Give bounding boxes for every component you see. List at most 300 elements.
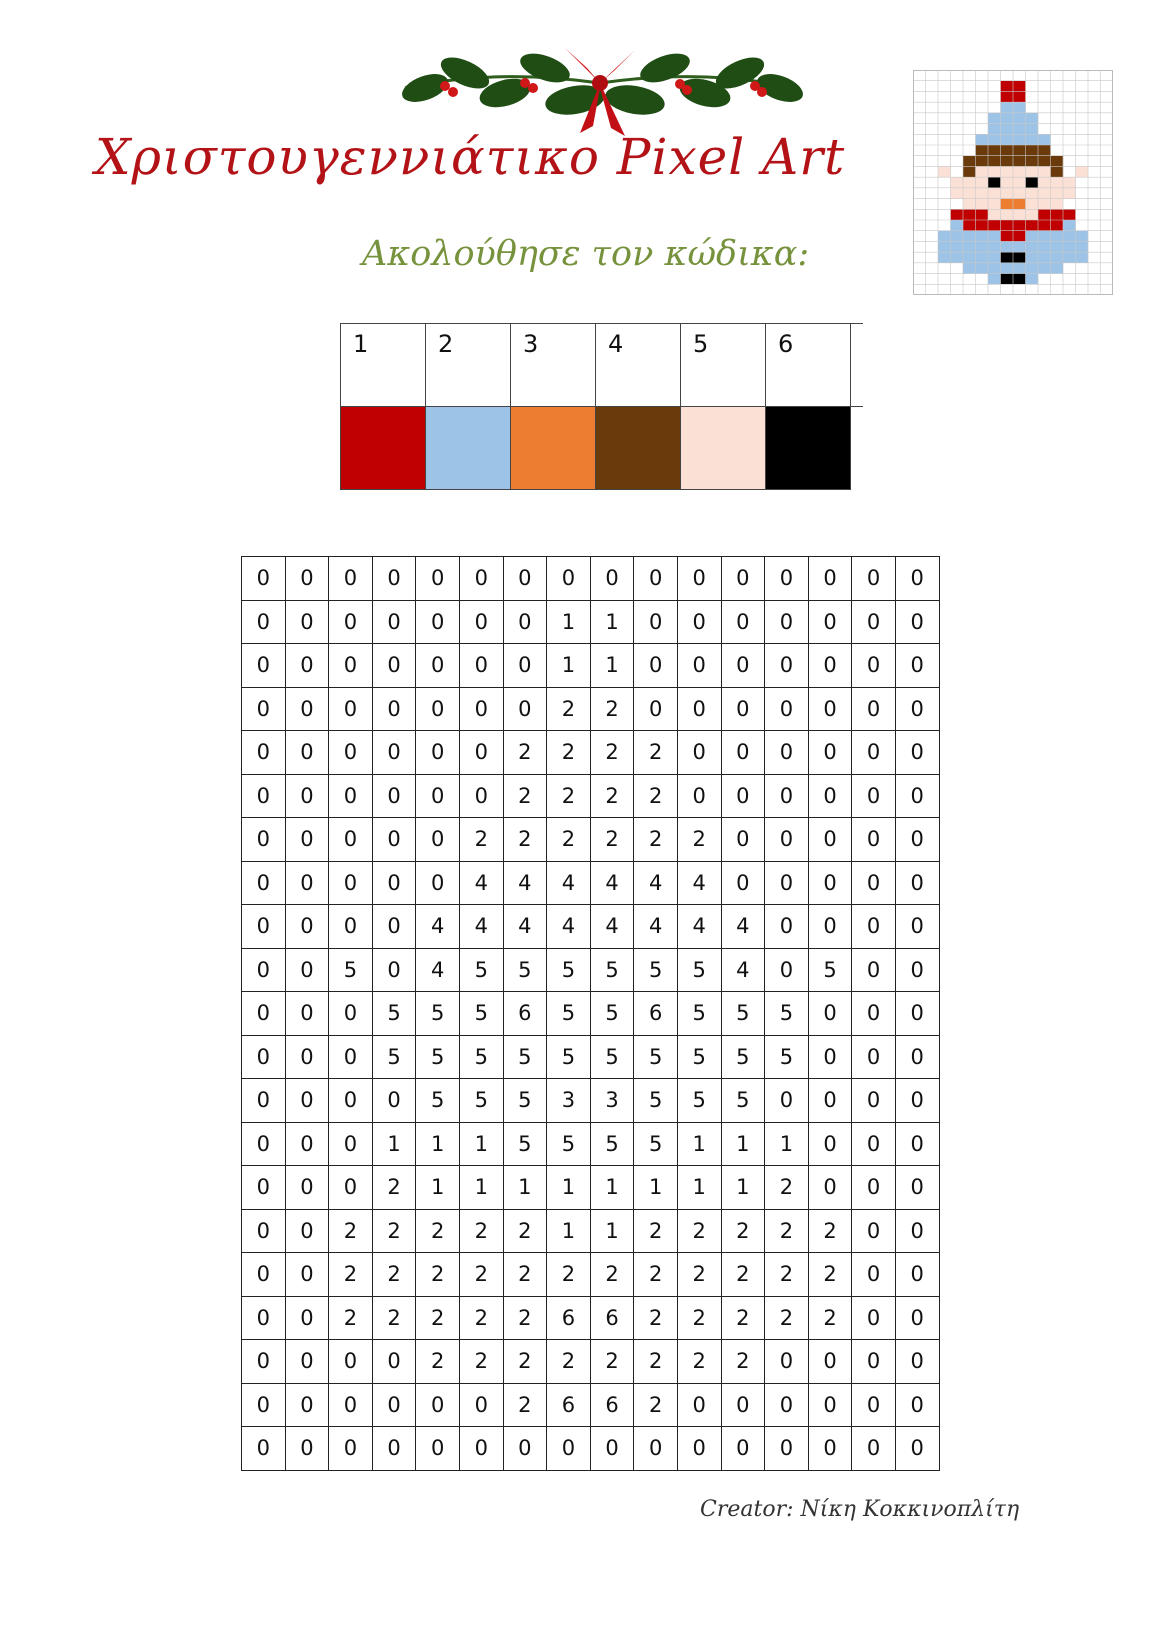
preview-pixel: [938, 231, 951, 242]
grid-cell: 4: [634, 861, 678, 905]
grid-cell: 5: [634, 1122, 678, 1166]
preview-pixel: [1013, 220, 1026, 231]
preview-pixel: [1001, 274, 1014, 285]
grid-cell: 0: [416, 687, 460, 731]
grid-cell: 0: [721, 774, 765, 818]
preview-pixel: [1038, 231, 1051, 242]
grid-cell: 1: [721, 1122, 765, 1166]
grid-cell: 2: [416, 1253, 460, 1297]
grid-cell: 0: [852, 731, 896, 775]
preview-pixel: [988, 134, 1001, 145]
preview-pixel: [938, 252, 951, 263]
preview-pixel: [1013, 145, 1026, 156]
preview-pixel: [1001, 188, 1014, 199]
grid-cell: 2: [634, 1209, 678, 1253]
preview-pixel: [1063, 188, 1076, 199]
grid-cell: 1: [503, 1166, 547, 1210]
preview-pixel: [1051, 252, 1064, 263]
grid-cell: 2: [808, 1296, 852, 1340]
preview-pixel: [963, 209, 976, 220]
grid-cell: 0: [852, 1035, 896, 1079]
grid-cell: 0: [503, 644, 547, 688]
grid-cell: 2: [547, 818, 591, 862]
grid-row: [242, 600, 940, 644]
grid-cell: 2: [634, 1383, 678, 1427]
grid-cell: 4: [590, 905, 634, 949]
grid-cell: 0: [242, 861, 286, 905]
legend-tail: [851, 407, 864, 490]
grid-cell: 0: [285, 1340, 329, 1384]
preview-pixel: [988, 274, 1001, 285]
grid-cell: 0: [895, 644, 939, 688]
preview-pixel: [1051, 156, 1064, 167]
grid-cell: 4: [416, 948, 460, 992]
grid-cell: 0: [852, 557, 896, 601]
grid-cell: 2: [590, 1340, 634, 1384]
grid-row: [242, 818, 940, 862]
grid-cell: 5: [590, 948, 634, 992]
grid-cell: 6: [547, 1296, 591, 1340]
page-subtitle: Ακολούθησε τον κώδικα:: [362, 234, 810, 274]
grid-cell: 0: [765, 818, 809, 862]
grid-cell: 2: [590, 687, 634, 731]
grid-cell: 2: [765, 1166, 809, 1210]
grid-cell: 0: [590, 557, 634, 601]
grid-cell: 0: [372, 1340, 416, 1384]
grid-cell: 0: [547, 1427, 591, 1471]
grid-cell: 5: [547, 992, 591, 1036]
grid-cell: 1: [765, 1122, 809, 1166]
grid-cell: 0: [372, 905, 416, 949]
grid-cell: 0: [677, 600, 721, 644]
grid-cell: 0: [372, 818, 416, 862]
preview-pixel: [1001, 231, 1014, 242]
grid-cell: 2: [503, 1253, 547, 1297]
grid-cell: 2: [459, 1209, 503, 1253]
grid-cell: 0: [634, 600, 678, 644]
grid-cell: 4: [503, 905, 547, 949]
grid-cell: 0: [677, 1383, 721, 1427]
preview-pixel: [976, 263, 989, 274]
legend-swatch: [766, 407, 851, 490]
grid-row: [242, 905, 940, 949]
grid-cell: 0: [721, 861, 765, 905]
grid-cell: 0: [459, 1427, 503, 1471]
grid-cell: 2: [547, 1340, 591, 1384]
grid-cell: 4: [634, 905, 678, 949]
grid-cell: 0: [242, 1079, 286, 1123]
grid-cell: 0: [242, 818, 286, 862]
grid-row: [242, 731, 940, 775]
grid-cell: 2: [503, 774, 547, 818]
grid-cell: 5: [808, 948, 852, 992]
grid-cell: 0: [765, 731, 809, 775]
grid-cell: 0: [329, 1166, 373, 1210]
preview-pixel: [963, 231, 976, 242]
grid-cell: 0: [852, 905, 896, 949]
preview-pixel: [951, 252, 964, 263]
preview-pixel: [1026, 124, 1039, 135]
grid-cell: 0: [285, 1383, 329, 1427]
preview-pixel: [976, 188, 989, 199]
grid-cell: 0: [808, 557, 852, 601]
creator-credit: Creator: Νίκη Κοκκινοπλίτη: [700, 1497, 1020, 1522]
grid-cell: 0: [808, 1427, 852, 1471]
preview-pixel: [951, 231, 964, 242]
grid-cell: 0: [329, 861, 373, 905]
grid-cell: 1: [590, 1209, 634, 1253]
grid-cell: 0: [895, 1427, 939, 1471]
grid-cell: 0: [329, 992, 373, 1036]
grid-cell: 2: [721, 1253, 765, 1297]
grid-cell: 0: [808, 818, 852, 862]
grid-cell: 0: [459, 1383, 503, 1427]
grid-cell: 0: [852, 861, 896, 905]
grid-cell: 2: [459, 1340, 503, 1384]
grid-cell: 0: [677, 731, 721, 775]
preview-pixel: [1051, 263, 1064, 274]
grid-cell: 0: [852, 1296, 896, 1340]
grid-cell: 5: [503, 1035, 547, 1079]
preview-pixel: [1013, 274, 1026, 285]
preview-pixel: [1001, 199, 1014, 210]
grid-cell: 6: [590, 1383, 634, 1427]
grid-cell: 5: [590, 1122, 634, 1166]
preview-pixel: [1013, 113, 1026, 124]
grid-cell: 0: [459, 600, 503, 644]
preview-pixel: [1001, 102, 1014, 113]
grid-cell: 2: [765, 1296, 809, 1340]
preview-pixel: [1013, 156, 1026, 167]
grid-cell: 0: [242, 1166, 286, 1210]
grid-cell: 0: [416, 861, 460, 905]
grid-cell: 0: [895, 731, 939, 775]
grid-cell: 1: [416, 1166, 460, 1210]
grid-row: [242, 687, 940, 731]
grid-cell: 1: [721, 1166, 765, 1210]
grid-cell: 5: [721, 992, 765, 1036]
grid-cell: 0: [765, 948, 809, 992]
grid-cell: 0: [372, 557, 416, 601]
grid-cell: 0: [285, 774, 329, 818]
grid-cell: 4: [677, 905, 721, 949]
preview-pixel: [1051, 241, 1064, 252]
preview-pixel: [988, 241, 1001, 252]
grid-cell: 0: [372, 731, 416, 775]
grid-cell: 0: [852, 644, 896, 688]
preview-pixel: [1038, 241, 1051, 252]
preview-pixel: [988, 188, 1001, 199]
grid-cell: 0: [852, 1253, 896, 1297]
grid-cell: 0: [852, 1079, 896, 1123]
preview-pixel: [988, 156, 1001, 167]
grid-cell: 0: [416, 1427, 460, 1471]
grid-cell: 0: [721, 818, 765, 862]
legend-swatch: [341, 407, 426, 490]
grid-row: [242, 1427, 940, 1471]
preview-pixel: [1051, 231, 1064, 242]
grid-cell: 0: [895, 1383, 939, 1427]
preview-pixel: [1076, 241, 1089, 252]
preview-pixel: [988, 263, 1001, 274]
preview-pixel: [963, 156, 976, 167]
grid-cell: 0: [372, 774, 416, 818]
preview-pixel: [1013, 188, 1026, 199]
grid-cell: 0: [895, 1253, 939, 1297]
grid-cell: 2: [590, 731, 634, 775]
preview-pixel: [976, 156, 989, 167]
pixel-code-grid: [241, 556, 940, 1471]
grid-cell: 2: [503, 1383, 547, 1427]
preview-pixel: [951, 177, 964, 188]
grid-cell: 0: [852, 818, 896, 862]
grid-cell: 4: [503, 861, 547, 905]
preview-pixel: [1013, 231, 1026, 242]
color-legend: [340, 323, 863, 490]
grid-cell: 0: [895, 1296, 939, 1340]
grid-cell: 2: [677, 1253, 721, 1297]
preview-pixel: [1038, 177, 1051, 188]
grid-cell: 0: [677, 644, 721, 688]
grid-cell: 5: [634, 1079, 678, 1123]
preview-pixel: [976, 241, 989, 252]
grid-row: [242, 1253, 940, 1297]
grid-cell: 5: [721, 1079, 765, 1123]
preview-pixel: [988, 113, 1001, 124]
grid-cell: 0: [634, 557, 678, 601]
grid-cell: 2: [634, 774, 678, 818]
preview-pixel: [1051, 199, 1064, 210]
grid-cell: 0: [329, 687, 373, 731]
preview-pixel: [1013, 166, 1026, 177]
grid-cell: 1: [459, 1122, 503, 1166]
grid-cell: 5: [677, 1035, 721, 1079]
grid-cell: 0: [503, 557, 547, 601]
preview-pixel: [963, 188, 976, 199]
preview-pixel: [1001, 156, 1014, 167]
grid-cell: 0: [242, 948, 286, 992]
grid-cell: 2: [547, 687, 591, 731]
legend-swatch: [681, 407, 766, 490]
grid-row: [242, 1296, 940, 1340]
grid-cell: 0: [765, 1079, 809, 1123]
holly-garland-image: [395, 28, 805, 140]
grid-cell: 0: [329, 905, 373, 949]
grid-cell: 5: [416, 1035, 460, 1079]
preview-pixel: [1013, 177, 1026, 188]
grid-cell: 0: [808, 992, 852, 1036]
grid-cell: 0: [852, 1122, 896, 1166]
preview-pixel: [1051, 209, 1064, 220]
preview-pixel: [1001, 209, 1014, 220]
page-title: Χριστουγεννιάτικο Pixel Art: [95, 128, 846, 186]
preview-pixel: [988, 220, 1001, 231]
preview-pixel: [1001, 134, 1014, 145]
grid-cell: 0: [372, 644, 416, 688]
grid-cell: 5: [677, 992, 721, 1036]
grid-row: [242, 1340, 940, 1384]
grid-cell: 5: [590, 992, 634, 1036]
grid-cell: 4: [547, 905, 591, 949]
preview-pixel: [963, 252, 976, 263]
grid-cell: 0: [895, 557, 939, 601]
grid-cell: 2: [372, 1166, 416, 1210]
grid-cell: 0: [852, 1166, 896, 1210]
grid-cell: 0: [416, 1383, 460, 1427]
grid-cell: 2: [547, 731, 591, 775]
preview-pixel: [1001, 91, 1014, 102]
preview-pixel: [988, 252, 1001, 263]
grid-cell: 2: [503, 731, 547, 775]
grid-cell: 0: [285, 1166, 329, 1210]
grid-cell: 0: [242, 1035, 286, 1079]
grid-cell: 1: [677, 1122, 721, 1166]
grid-cell: 0: [765, 1383, 809, 1427]
preview-pixel: [951, 220, 964, 231]
preview-pixel: [1001, 252, 1014, 263]
grid-cell: 5: [765, 1035, 809, 1079]
grid-cell: 0: [677, 557, 721, 601]
grid-cell: 0: [372, 600, 416, 644]
grid-cell: 0: [503, 1427, 547, 1471]
grid-cell: 2: [721, 1296, 765, 1340]
preview-pixel: [1001, 177, 1014, 188]
grid-cell: 0: [808, 731, 852, 775]
grid-row: [242, 1122, 940, 1166]
preview-pixel: [1013, 102, 1026, 113]
grid-cell: 0: [852, 992, 896, 1036]
grid-cell: 1: [416, 1122, 460, 1166]
preview-pixel: [1026, 166, 1039, 177]
grid-cell: 0: [721, 1427, 765, 1471]
grid-cell: 0: [765, 600, 809, 644]
grid-cell: 1: [547, 600, 591, 644]
preview-pixel: [963, 220, 976, 231]
grid-cell: 2: [677, 1296, 721, 1340]
grid-cell: 2: [808, 1253, 852, 1297]
grid-cell: 5: [503, 1079, 547, 1123]
preview-pixel: [1013, 209, 1026, 220]
grid-cell: 0: [808, 1079, 852, 1123]
preview-pixel: [1038, 209, 1051, 220]
grid-cell: 0: [852, 600, 896, 644]
preview-pixel: [1013, 241, 1026, 252]
grid-cell: 0: [721, 731, 765, 775]
preview-pixel: [1026, 263, 1039, 274]
preview-pixel: [976, 252, 989, 263]
grid-cell: 0: [242, 1427, 286, 1471]
grid-cell: 5: [459, 948, 503, 992]
grid-cell: 0: [242, 1253, 286, 1297]
grid-cell: 2: [590, 774, 634, 818]
grid-cell: 2: [765, 1253, 809, 1297]
grid-cell: 0: [242, 905, 286, 949]
preview-pixel: [1001, 113, 1014, 124]
grid-cell: 0: [808, 905, 852, 949]
grid-cell: 0: [329, 1035, 373, 1079]
grid-row: [242, 1035, 940, 1079]
grid-cell: 2: [547, 1253, 591, 1297]
preview-pixel: [1026, 134, 1039, 145]
grid-cell: 2: [503, 1209, 547, 1253]
grid-cell: 1: [547, 1209, 591, 1253]
preview-pixel: [976, 231, 989, 242]
preview-pixel: [1063, 241, 1076, 252]
grid-cell: 2: [547, 774, 591, 818]
grid-cell: 0: [416, 644, 460, 688]
preview-pixel: [963, 263, 976, 274]
grid-cell: 2: [459, 1253, 503, 1297]
grid-cell: 0: [765, 1340, 809, 1384]
grid-cell: 2: [372, 1253, 416, 1297]
grid-cell: 0: [765, 1427, 809, 1471]
preview-pixel: [976, 145, 989, 156]
grid-cell: 4: [677, 861, 721, 905]
grid-cell: 0: [721, 687, 765, 731]
preview-pixel: [1076, 166, 1089, 177]
preview-pixel: [1063, 252, 1076, 263]
grid-cell: 2: [677, 1209, 721, 1253]
preview-pixel: [1026, 199, 1039, 210]
grid-cell: 0: [852, 687, 896, 731]
grid-cell: 0: [721, 600, 765, 644]
grid-cell: 0: [285, 731, 329, 775]
preview-pixel: [1013, 252, 1026, 263]
preview-pixel: [1026, 220, 1039, 231]
grid-cell: 4: [459, 905, 503, 949]
legend-number: 1: [341, 324, 426, 407]
grid-cell: 0: [285, 687, 329, 731]
grid-cell: 0: [416, 818, 460, 862]
preview-pixel: [1001, 220, 1014, 231]
grid-cell: 0: [372, 861, 416, 905]
grid-cell: 0: [285, 600, 329, 644]
grid-cell: 1: [547, 1166, 591, 1210]
grid-cell: 5: [765, 992, 809, 1036]
grid-cell: 2: [721, 1340, 765, 1384]
grid-row: [242, 774, 940, 818]
preview-pixel: [1001, 166, 1014, 177]
preview-pixel: [1026, 145, 1039, 156]
grid-cell: 5: [547, 1035, 591, 1079]
grid-cell: 5: [590, 1035, 634, 1079]
grid-cell: 0: [765, 687, 809, 731]
grid-cell: 0: [242, 687, 286, 731]
grid-cell: 2: [459, 1296, 503, 1340]
grid-cell: 0: [459, 731, 503, 775]
preview-pixel: [951, 188, 964, 199]
preview-pixel: [1038, 156, 1051, 167]
grid-cell: 0: [285, 1122, 329, 1166]
grid-cell: 0: [808, 861, 852, 905]
grid-cell: 0: [765, 644, 809, 688]
preview-pixel: [1001, 145, 1014, 156]
grid-cell: 0: [808, 1340, 852, 1384]
grid-cell: 0: [285, 948, 329, 992]
grid-cell: 0: [765, 905, 809, 949]
preview-pixel: [1038, 134, 1051, 145]
preview-pixel: [1026, 274, 1039, 285]
grid-cell: 0: [765, 861, 809, 905]
grid-cell: 0: [895, 992, 939, 1036]
grid-cell: 0: [634, 687, 678, 731]
grid-cell: 0: [895, 1079, 939, 1123]
grid-cell: 1: [547, 644, 591, 688]
grid-cell: 0: [808, 1166, 852, 1210]
grid-cell: 0: [285, 1035, 329, 1079]
grid-cell: 0: [416, 731, 460, 775]
grid-cell: 0: [503, 687, 547, 731]
